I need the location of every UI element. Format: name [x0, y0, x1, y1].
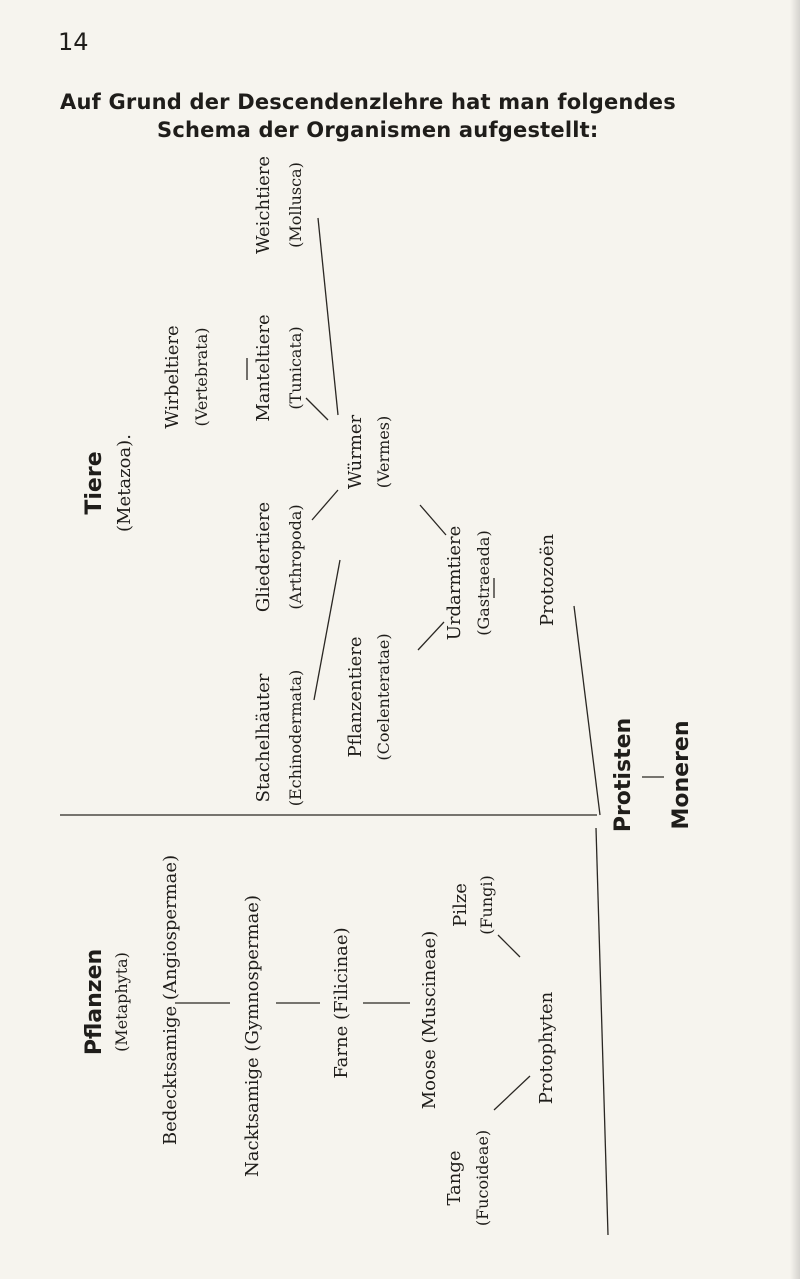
pflanzentiere-connector: [418, 622, 444, 650]
manteltiere-latin: (Tunicata): [286, 326, 305, 410]
tange-label: Tange: [444, 1150, 465, 1206]
pflanzentiere-latin: (Coelenteratae): [374, 633, 393, 761]
protisten-label: Protisten: [611, 717, 636, 833]
urdarmtiere-label: Urdarmtiere: [444, 525, 465, 641]
moneren-label: Moneren: [669, 720, 694, 830]
pflanzentiere-label: Pflanzentiere: [345, 636, 366, 758]
pilze-latin: (Fungi): [477, 875, 496, 935]
farne-label: Farne (Filicinae): [331, 927, 352, 1079]
tange-connector: [494, 1076, 530, 1110]
stachelhaeuter-connector: [314, 560, 340, 700]
manteltiere-label: Manteltiere: [253, 314, 274, 422]
stachelhaeuter-latin: (Echinodermata): [286, 669, 305, 807]
pilze-label: Pilze: [450, 883, 471, 927]
gliedertiere-latin: (Arthropoda): [286, 504, 305, 610]
protisten-connector: [596, 828, 608, 1235]
stachelhaeuter-label: Stachelhäuter: [253, 673, 274, 803]
moose-label: Moose (Muscineae): [419, 930, 440, 1110]
tange-latin: (Fucoideae): [473, 1129, 492, 1227]
pflanzen-title: Pflanzen: [82, 948, 107, 1056]
heading-line-2: Schema der Organismen aufgestellt:: [157, 118, 599, 142]
urdarmtiere-latin: (Gastraeada): [474, 530, 493, 636]
wirbeltiere-label: Wirbeltiere: [162, 325, 183, 429]
gliedertiere-label: Gliedertiere: [253, 501, 274, 613]
gliedertiere-connector: [312, 490, 338, 520]
weichtiere-connector: [318, 218, 338, 415]
wuermer-connector: [420, 505, 446, 535]
wuermer-label: Würmer: [345, 414, 366, 490]
tiere-title: Tiere: [82, 451, 107, 515]
page-number: 14: [58, 28, 89, 56]
protozoen-connector: [574, 606, 600, 815]
wirbeltiere-latin: (Vertebrata): [192, 327, 211, 427]
pilze-connector: [498, 935, 520, 957]
protozoen-label: Protozoën: [537, 533, 558, 627]
bedecktsamige-label: Bedecktsamige (Angiospermae): [160, 854, 181, 1146]
heading-line-1: Auf Grund der Descendenzlehre hat man folgendes: [60, 90, 676, 114]
wuermer-latin: (Vermes): [374, 415, 393, 489]
nacktsamige-label: Nacktsamige (Gymnospermae): [242, 895, 263, 1177]
tiere-subtitle: (Metazoa).: [114, 434, 135, 532]
manteltiere-connector: [306, 398, 328, 420]
pflanzen-subtitle: (Metaphyta): [112, 952, 131, 1052]
protophyten-label: Protophyten: [536, 991, 557, 1105]
weichtiere-latin: (Mollusca): [286, 162, 305, 248]
weichtiere-label: Weichtiere: [253, 155, 274, 255]
